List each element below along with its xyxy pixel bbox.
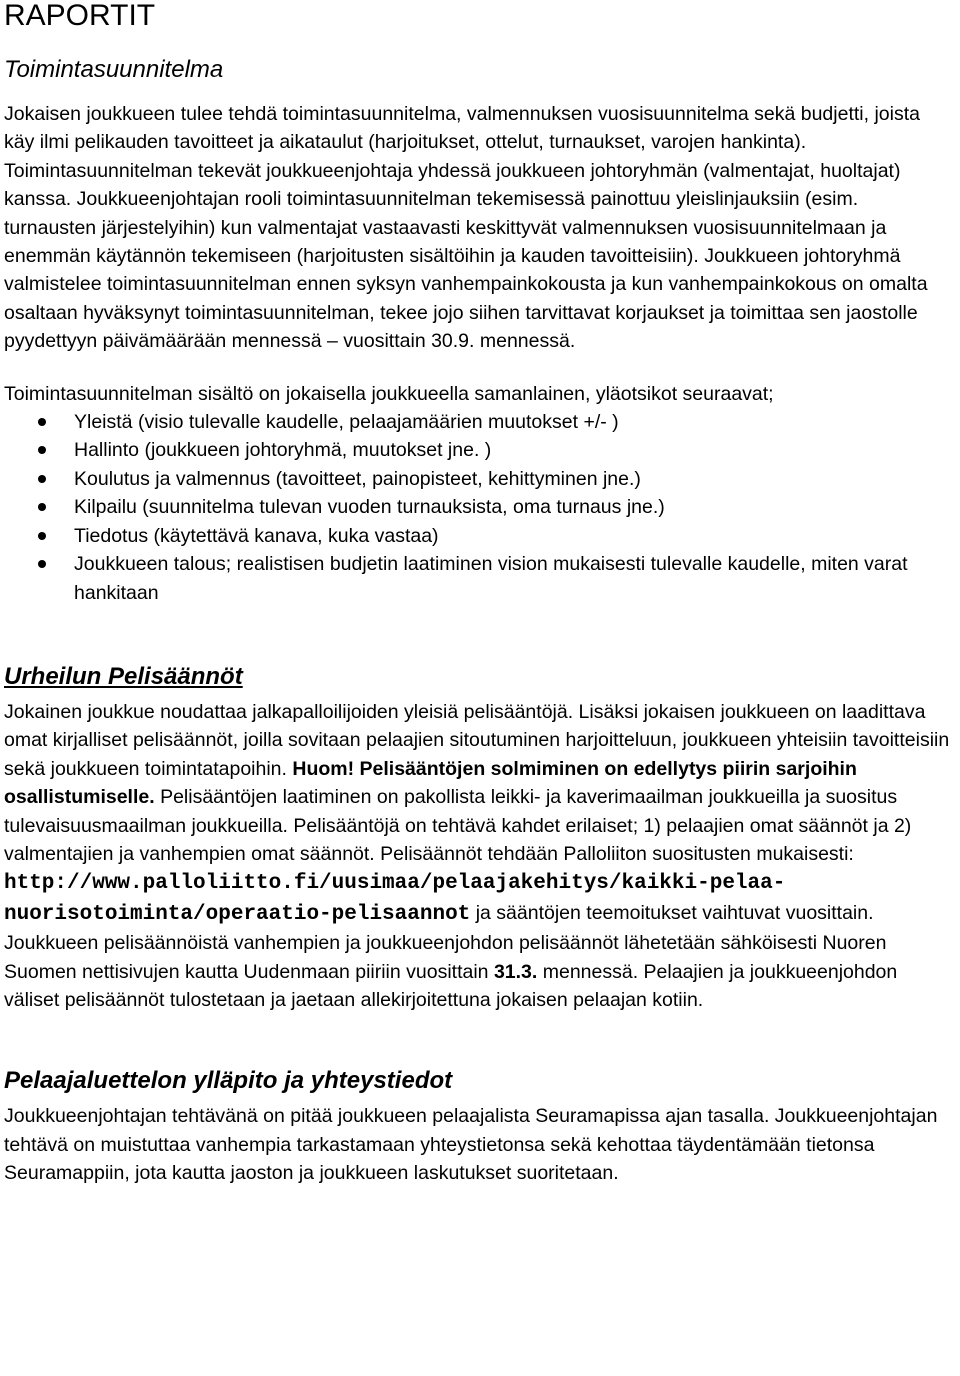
list-item: Tiedotus (käytettävä kanava, kuka vastaa): [4, 522, 954, 550]
section-paragraph: Jokaisen joukkueen tulee tehdä toimintasuunnitelma, valmennuksen vuosisuunnitelma sekä budjetti, joista käy ilmi pelikauden tavoitteet ja aikataulut (harjoitukset, ottelut, turnaukset, varojen hankinta). Toimintasuunnitelman tekevät joukkueenjohtaja yhdessä joukkueen johtoryhmän (valmentajat, huoltajat) kanssa. Joukkueenjohtajan rooli toimintasuunnitelman tekemisessä painottuu yleislinjauksiin (esim. turnausten järjestelyihin) kun valmentajat vastaavasti keskittyvät valmennuksen vuosisuunnitelmaan ja enemmän käytännön tekemiseen (harjoitusten sisältöihin ja kauden tavoitteisiin). Joukkueen johtoryhmä valmistelee toimintasuunnitelman ennen syksyn vanhempainkokousta ja kun vanhempainkokous on omalta osaltaan hyväksynyt toimintasuunnitelman, tekee jojo siihen tarvittavat korjaukset ja toimittaa sen jaostolle pyydettyyn päivämäärään mennessä – vuosittain 30.9. mennessä.: [4, 103, 928, 353]
section-heading-urheilun-pelisaannot: Urheilun Pelisäännöt: [4, 662, 243, 690]
text-run: Pelisääntöjen laatiminen on pakollista leikki- ja kaverimaailman joukkueilla ja suositus tulevaisuusmaailman joukkueilla. Pelisääntöjä on tehtävä kahdet erilaiset; 1) pelaajien omat säännöt ja 2) valmentajien ja vanhempien omat säännöt. Pelisäännöt tehdään Palloliiton suositusten mukaisesti:: [4, 786, 912, 865]
palloliitto-link[interactable]: http://www.palloliitto.fi/uusimaa/pelaajakehitys/kaikki-pelaa-nuorisotoiminta/operaatio-pelisaannot: [4, 872, 786, 926]
text-run: mennessä. Pelaajien ja joukkueenjohdon väliset pelisäännöt tulostetaan ja jaetaan allekirjoitettuna jokaisen pelaajan kotiin.: [4, 960, 898, 1011]
section-paragraph: [4, 698, 954, 929]
bold-notice: Huom! Pelisääntöjen solmiminen on edellytys piirin sarjoihin osallistumiselle.: [4, 757, 857, 809]
section-paragraph: Toimintasuunnitelman sisältö on jokaisella joukkueella samanlainen, yläotsikot seuraavat;: [4, 382, 774, 405]
list-item: Hallinto (joukkueen johtoryhmä, muutokset jne. ): [4, 436, 954, 464]
section-heading-toimintasuunnitelma: Toimintasuunnitelma: [4, 56, 224, 83]
section-paragraph: Joukkueenjohtajan tehtävänä on pitää joukkueen pelaajalista Seuramapissa ajan tasalla. Joukkueenjohtajan tehtävä on muistuttaa vanhempia tarkastamaan yhteystietonsa sekä kehottaa täydentämään tietonsa Seuramappiin, jota kautta jaoston ja joukkueen laskutukset suoritetaan.: [4, 1105, 938, 1185]
document-title: RAPORTIT: [4, 0, 156, 32]
section-heading-pelaajaluettelo: Pelaajaluettelon ylläpito ja yhteystiedot: [4, 1067, 453, 1095]
list-item: Joukkueen talous; realistisen budjetin laatiminen vision mukaisesti tulevalle kaudelle, miten varat hankitaan: [4, 550, 954, 607]
list-item: Yleistä (visio tulevalle kaudelle, pelaajamäärien muutokset +/- ): [4, 408, 954, 436]
list-item: Koulutus ja valmennus (tavoitteet, painopisteet, kehittyminen jne.): [4, 465, 954, 493]
text-run: Jokainen joukkue noudattaa jalkapalloilijoiden yleisiä pelisääntöjä. Lisäksi jokaisen joukkueen on laadittava omat kirjalliset pelisäännöt, joilla sovitaan pelaajien sitoutuminen harjoitteluun, joukkueen yhteisiin tavoitteisiin sekä joukkueen toimintatapoihin.: [4, 700, 950, 780]
text-run: Joukkueen pelisäännöistä vanhempien ja joukkueenjohdon pelisäännöt lähetetään sähköisesti Nuoren Suomen nettisivujen kautta Uudenmaan piiriin vuosittain: [4, 932, 887, 983]
text-run: ja sääntöjen teemoitukset vaihtuvat vuosittain.: [470, 901, 874, 924]
bullet-list: [4, 408, 954, 607]
deadline-date: 31.3.: [493, 960, 538, 983]
list-item: Kilpailu (suunnitelma tulevan vuoden turnauksista, oma turnaus jne.): [4, 493, 954, 521]
section-paragraph: [4, 929, 954, 1014]
